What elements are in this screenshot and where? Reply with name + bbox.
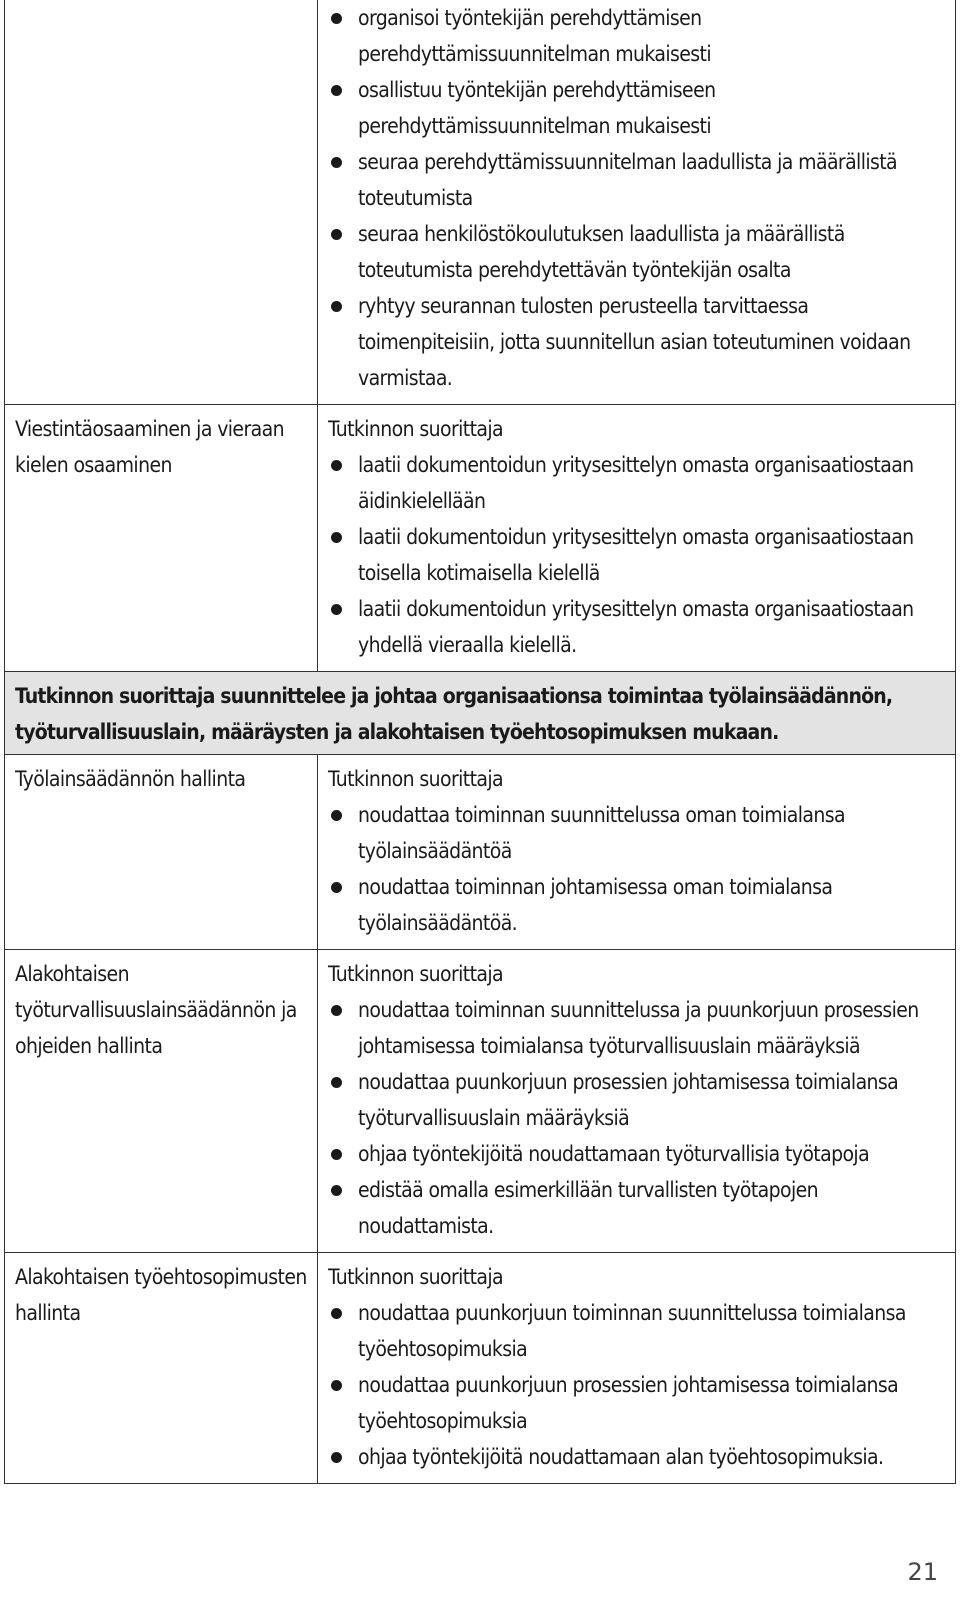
list-item: seuraa henkilöstökoulutuksen laadullista ja määrällistä toteutumista perehdytettävän työntekijän osalta xyxy=(328,216,945,288)
criteria-list xyxy=(328,0,945,396)
criteria-list xyxy=(328,797,945,941)
list-item: ohjaa työntekijöitä noudattamaan työturvallisia työtapoja xyxy=(328,1136,945,1172)
criteria-list xyxy=(328,1295,945,1475)
list-item: noudattaa toiminnan suunnittelussa oman toimialansa työlainsäädäntöä xyxy=(328,797,945,869)
list-item: laatii dokumentoidun yritysesittelyn omasta organisaatiostaan yhdellä vieraalla kielellä. xyxy=(328,591,945,663)
list-item: ryhtyy seurannan tulosten perusteella tarvittaessa toimenpiteisiin, jotta suunnitellun asian toteutuminen voidaan varmistaa. xyxy=(328,288,945,396)
list-item: edistää omalla esimerkillään turvallisten työtapojen noudattamista. xyxy=(328,1172,945,1244)
section-header: Tutkinnon suorittaja suunnittelee ja johtaa organisaationsa toimintaa työlainsäädännön, työturvallisuuslain, määräysten ja alakohtaisen työehtosopimuksen mukaan. xyxy=(5,672,956,755)
table-row xyxy=(5,0,956,405)
row-label: Alakohtaisen työturvallisuuslainsäädännön ja ohjeiden hallinta xyxy=(5,950,318,1253)
list-item: noudattaa puunkorjuun prosessien johtamisessa toimialansa työehtosopimuksia xyxy=(328,1367,945,1439)
list-item: ohjaa työntekijöitä noudattamaan alan työehtosopimuksia. xyxy=(328,1439,945,1475)
list-item: noudattaa puunkorjuun toiminnan suunnittelussa toimialansa työehtosopimuksia xyxy=(328,1295,945,1367)
row-lead: Tutkinnon suorittaja xyxy=(328,1265,504,1289)
row-lead: Tutkinnon suorittaja xyxy=(328,962,504,986)
table-row xyxy=(5,1253,956,1484)
table-row xyxy=(5,950,956,1253)
label-cell xyxy=(5,0,318,405)
list-item: osallistuu työntekijän perehdyttämiseen perehdyttämissuunnitelman mukaisesti xyxy=(328,72,945,144)
content-cell xyxy=(318,405,956,672)
table-row xyxy=(5,755,956,950)
row-label: Työlainsäädännön hallinta xyxy=(5,755,318,950)
list-item: organisoi työntekijän perehdyttämisen perehdyttämissuunnitelman mukaisesti xyxy=(328,0,945,72)
list-item: laatii dokumentoidun yritysesittelyn omasta organisaatiostaan toisella kotimaisella kielellä xyxy=(328,519,945,591)
list-item: noudattaa puunkorjuun prosessien johtamisessa toimialansa työturvallisuuslain määräyksiä xyxy=(328,1064,945,1136)
list-item: seuraa perehdyttämissuunnitelman laadullista ja määrällistä toteutumista xyxy=(328,144,945,216)
table-row xyxy=(5,672,956,755)
row-label: Viestintäosaaminen ja vieraan kielen osaaminen xyxy=(5,405,318,672)
table-row xyxy=(5,405,956,672)
content-cell xyxy=(318,0,956,405)
row-lead: Tutkinnon suorittaja xyxy=(328,417,504,441)
competence-table xyxy=(4,0,956,1484)
list-item: noudattaa toiminnan johtamisessa oman toimialansa työlainsäädäntöä. xyxy=(328,869,945,941)
criteria-list xyxy=(328,992,945,1244)
list-item: laatii dokumentoidun yritysesittelyn omasta organisaatiostaan äidinkielellään xyxy=(328,447,945,519)
row-label: Alakohtaisen työehtosopimusten hallinta xyxy=(5,1253,318,1484)
list-item: noudattaa toiminnan suunnittelussa ja puunkorjuun prosessien johtamisessa toimialansa työturvallisuuslain määräyksiä xyxy=(328,992,945,1064)
content-cell xyxy=(318,1253,956,1484)
content-cell xyxy=(318,950,956,1253)
content-cell xyxy=(318,755,956,950)
page-number: 21 xyxy=(907,1558,938,1586)
criteria-list xyxy=(328,447,945,663)
row-lead: Tutkinnon suorittaja xyxy=(328,767,504,791)
